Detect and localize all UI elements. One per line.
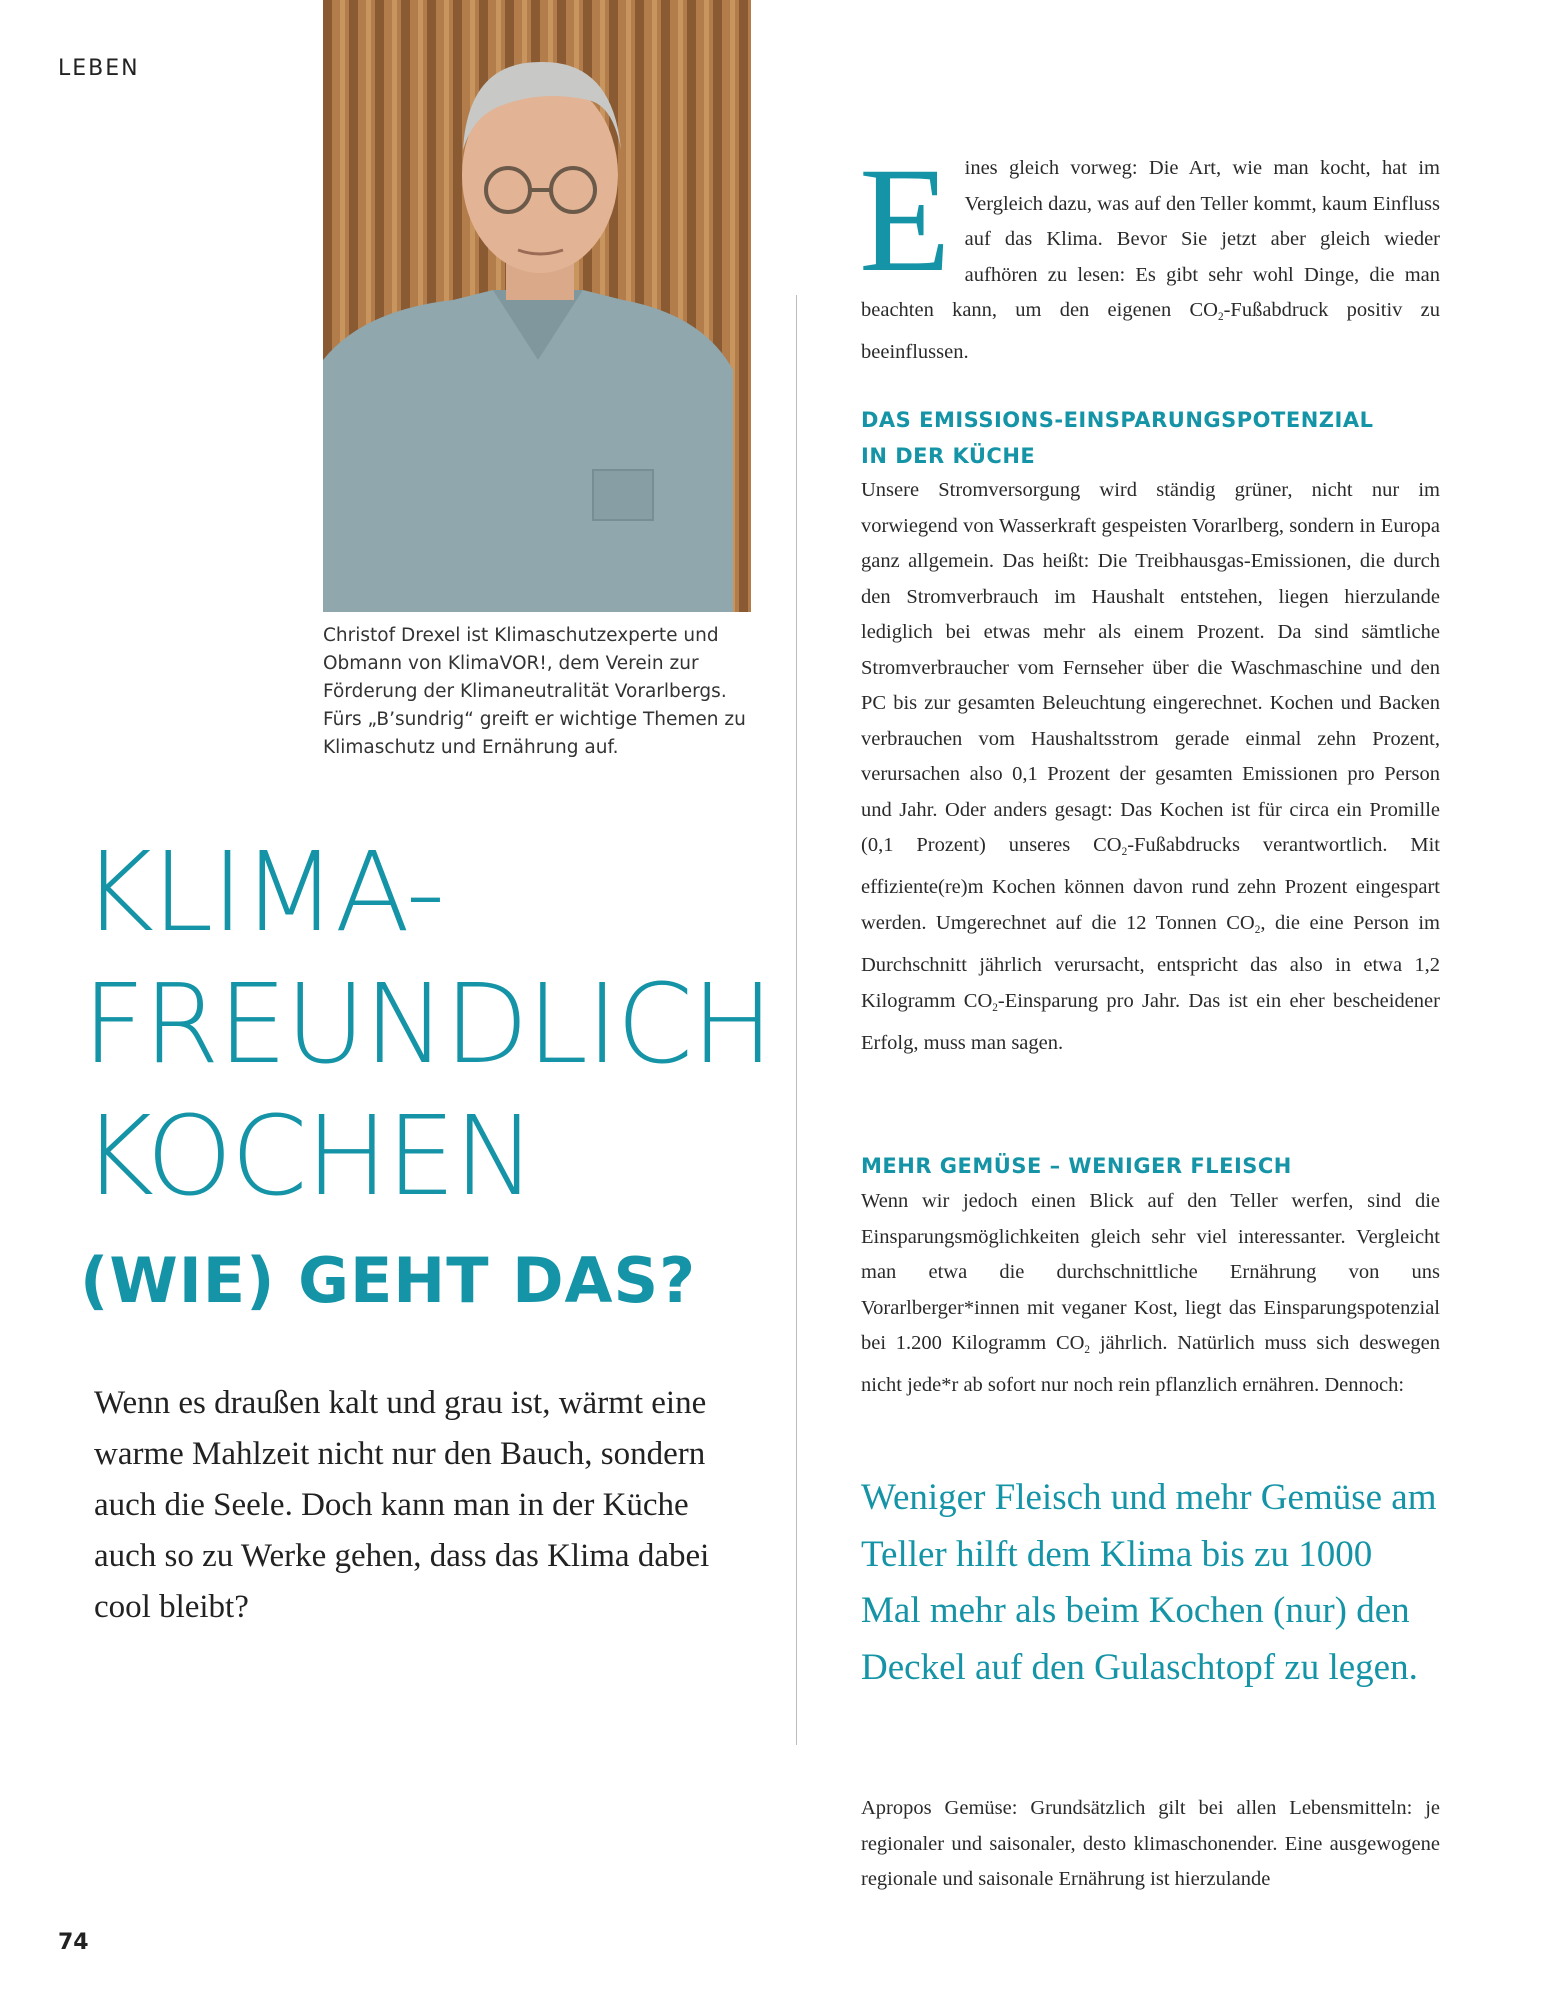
- headline-line-2: FREUNDLICH: [82, 960, 772, 1088]
- photo-caption: Christof Drexel ist Klimaschutzexperte und Obmann von KlimaVOR!, dem Verein zur Förderung der Klimaneutralität Vorarlbergs. Fürs „B’sundrig“ greift er wichtige Themen zu Klimaschutz und Ernährung auf.: [323, 625, 746, 758]
- portrait-photo: [323, 0, 751, 612]
- pull-quote: Weniger Fleisch und mehr Gemüse am Teller hilft dem Klima bis zu 1000 Mal mehr als beim Kochen (nur) den Deckel auf den Gulaschtopf zu legen.: [861, 1477, 1437, 1688]
- page-number: 74: [58, 1930, 89, 1955]
- article-headline: [82, 826, 772, 1222]
- article-subhead: (WIE) GEHT DAS?: [80, 1244, 697, 1317]
- lead-paragraph: Wenn es draußen kalt und grau ist, wärmt eine warme Mahlzeit nicht nur den Bauch, sondern auch die Seele. Doch kann man in der Küche auch so zu Werke gehen, dass das Klima dabei cool bleibt?: [94, 1385, 710, 1625]
- section-paragraph-emissions: Unsere Stromversorgung wird ständig grüner, nicht nur im vorwiegend von Wasserkraft gespeisten Vorarlberg, sondern in Europa ganz allgemein. Das heißt: Die Treibhausgas-Emissionen, die durch den Stromverbrauch im Haushalt entstehen, liegen hierzulande lediglich bei etwas mehr als einem Prozent. Da sind sämtliche Stromverbraucher vom Fernseher über die Waschmaschine und den PC bis zur gesamten Beleuchtung eingerechnet. Kochen und Backen verbrauchen vom Haushaltsstrom gerade einmal zehn Prozent, verursachen also 0,1 Prozent der gesamten Emissionen pro Person und Jahr. Oder anders gesagt: Das Kochen ist für circa ein Promille (0,1 Prozent) unseres $CO_2$-Fußabdrucks verantwortlich. Mit effiziente(re)m Kochen können davon rund zehn Prozent eingespart werden. Umgerechnet auf die 12 Tonnen $CO_2$, die eine Person im Durchschnitt jährlich verursacht, entspricht das also in etwa 1,2 Kilogramm $CO_2$-Einsparung pro Jahr. Das ist ein eher bescheidener Erfolg, muss man sagen.: [861, 479, 1441, 1055]
- intro-paragraph: Eines gleich vorweg: Die Art, wie man kocht, hat im Vergleich dazu, was auf den Teller kommt, kaum Einfluss auf das Klima. Bevor Sie jetzt aber gleich wieder aufhören zu lesen: Es gibt sehr wohl Dinge, die man beachten kann, um den eigenen $CO_2$-Fußabdruck positiv zu beeinflussen.: [859, 137, 1440, 364]
- headline-line-1: KLIMA-: [82, 828, 444, 956]
- section-label: LEBEN: [58, 56, 140, 81]
- section-paragraph-vegetables: Wenn wir jedoch einen Blick auf den Teller werfen, sind die Einsparungsmöglichkeiten gleich sehr viel interessanter. Vergleicht man etwa die durchschnittliche Ernährung von uns Vorarlberger*innen mit veganer Kost, liegt das Einsparungspotenzial bei 1.200 Kilogramm $CO_2$ jährlich. Natürlich muss sich deswegen nicht jede*r ab sofort nur noch rein pflanzlich ernähren. Dennoch:: [861, 1190, 1440, 1397]
- section-heading-emissions: DAS EMISSIONS-EINSPARUNGSPOTENZIAL IN DER KÜCHE: [861, 408, 1374, 468]
- headline-line-3: KOCHEN: [82, 1092, 535, 1220]
- closing-paragraph: Apropos Gemüse: Grundsätzlich gilt bei allen Lebensmitteln: je regionaler und saisonaler, desto klimaschonender. Eine ausgewogene regionale und saisonale Ernährung ist hierzulande: [861, 1797, 1440, 1890]
- drop-cap: E: [859, 137, 951, 303]
- portrait-illustration: [323, 0, 751, 612]
- section-heading-vegetables: MEHR GEMÜSE – WENIGER FLEISCH: [861, 1154, 1292, 1178]
- column-divider: [796, 295, 797, 1745]
